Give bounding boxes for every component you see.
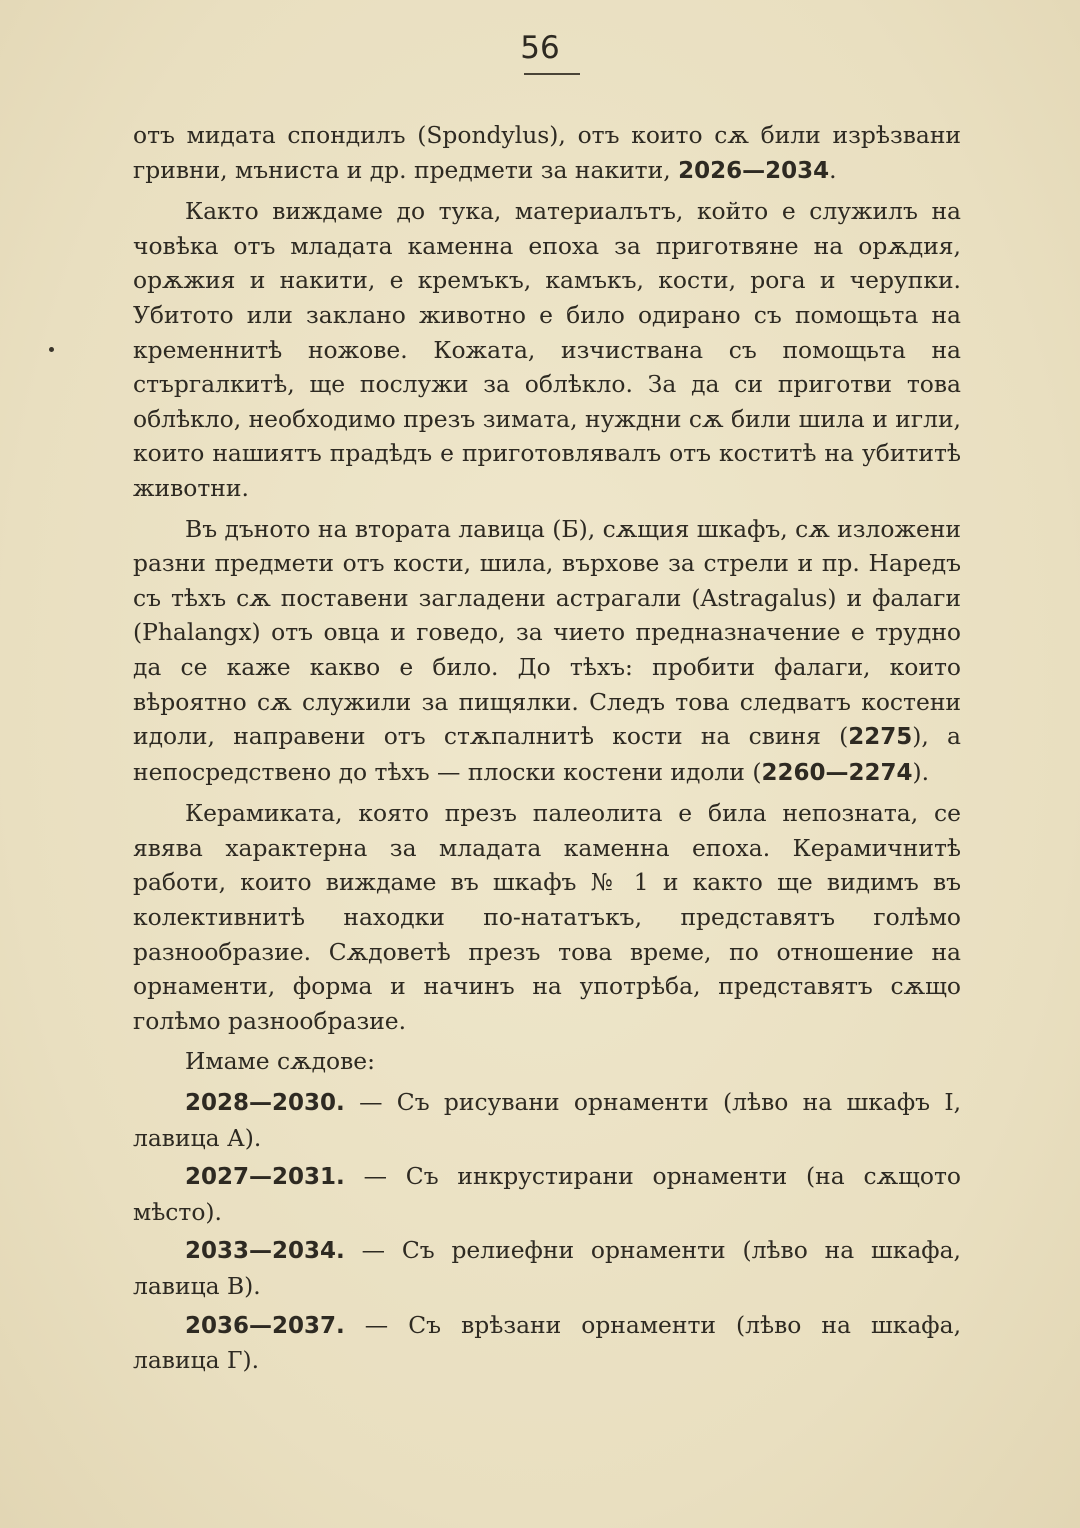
catalog-ref: 2027—2031. bbox=[185, 1164, 345, 1191]
catalog-ref: 2275 bbox=[848, 724, 913, 751]
page-number-rule bbox=[524, 73, 580, 75]
paragraph-2: Както виждаме до тука, материалътъ, който е служилъ на човѣка отъ младата каменна епоха за приготвяне на орѫдия, орѫжия и накити, е кремъкъ, камъкъ, кости, рога и черупки. Убитото или заклано животно е било одирано съ помощьта на кременнитѣ ножове. Кожата, изчиствана съ помощьта на стъргалкитѣ, ще послужи за облѣкло. За да си приготви това облѣкло, необходимо презъ зимата, нуждни сѫ били шила и игли, които нашиятъ прадѣдъ е приготовлявалъ отъ коститѣ на убититѣ животни. bbox=[133, 197, 961, 502]
catalog-ref: 2260—2274 bbox=[761, 759, 913, 786]
paragraph-3: Въ дъното на втората лавица (Б), сѫщия шкафъ, сѫ изложени разни предмети отъ кости, шила, върхове за стрели и пр. Наредъ съ тѣхъ сѫ поставени загладени астрагали (Astragalus) и фалаги (Phalangx) отъ овца и говедо, за чието предназначение е трудно да се каже какво е било. До тѣхъ: пробити фалаги, които вѣроятно сѫ служили за пищялки. Следъ това следватъ костени идоли, направени отъ стѫпалнитѣ кости на свиня (2275), а непосредствено до тѣхъ — плоски костени идоли (2260—2274). bbox=[133, 514, 962, 786]
paragraph-4: Керамиката, която презъ палеолита е била непозната, се явява характерна за младата каменна епоха. Керамичнитѣ работи, които виждаме въ шкафъ № 1 и както ще видимъ въ колективнитѣ находки по-нататъкъ, представятъ голѣмо разнообразие. Сѫдоветѣ презъ това време, по отношение на орнаменти, форма и начинъ на употрѣба, представятъ сѫщо голѣмо разнообразие. bbox=[133, 799, 961, 1035]
list-item: 2027—2031. — Съ инкрустирани орнаменти (на сѫщото мѣсто). bbox=[133, 1162, 961, 1226]
catalog-ref: 2033—2034. bbox=[185, 1238, 345, 1265]
paragraph-1: отъ мидата спондилъ (Spondylus), отъ които сѫ били изрѣзвани гривни, мъниста и др. предмети за накити, 2026—2034. bbox=[133, 121, 961, 184]
page-number: 56 bbox=[520, 30, 560, 66]
list-item: 2033—2034. — Съ релиефни орнаменти (лѣво на шкафа, лавица В). bbox=[133, 1236, 961, 1300]
catalog-ref: 2026—2034 bbox=[678, 157, 830, 184]
margin-dot bbox=[49, 347, 54, 352]
body-text bbox=[133, 118, 961, 1382]
catalog-ref: 2028—2030. bbox=[185, 1090, 345, 1117]
list-item: 2036—2037. — Съ врѣзани орнаменти (лѣво на шкафа, лавица Г). bbox=[133, 1310, 961, 1375]
paragraph-5: Имаме сѫдове: bbox=[185, 1047, 376, 1076]
catalog-ref: 2036—2037. bbox=[185, 1312, 345, 1339]
list-item: 2028—2030. — Съ рисувани орнаменти (лѣво на шкафъ I, лавица А). bbox=[133, 1088, 961, 1152]
